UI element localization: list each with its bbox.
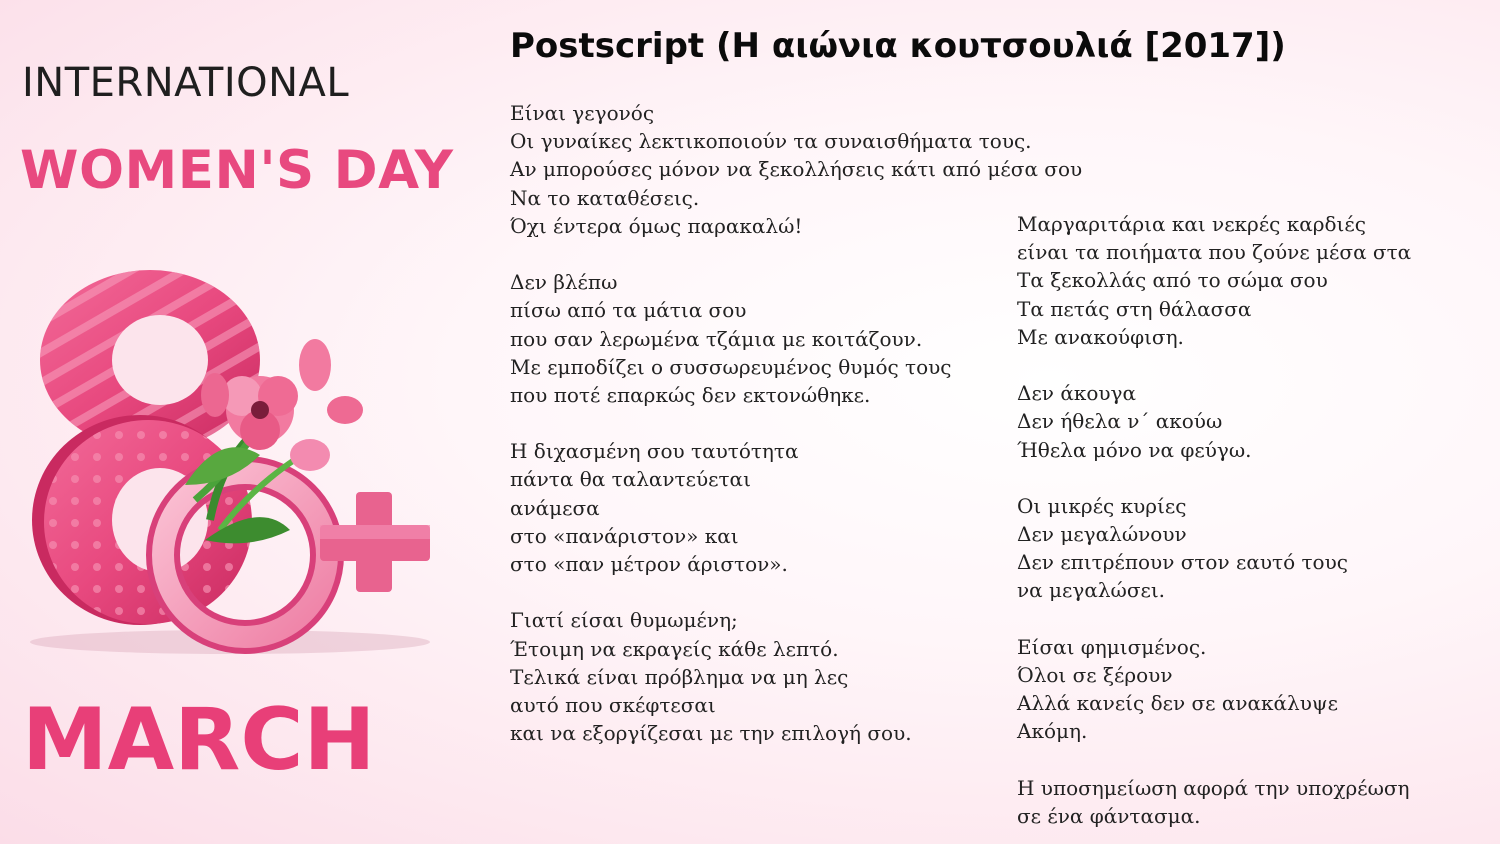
poem-line: Μαργαριτάρια και νεκρές καρδιές (1017, 212, 1366, 236)
poem-line: Γιατί είσαι θυμωμένη; (510, 608, 738, 633)
poem-line: πάντα θα ταλαντεύεται (510, 467, 751, 492)
poem-line (510, 240, 1082, 268)
poem-line (1017, 746, 1411, 774)
poem-line: σε ένα φάντασμα. (1017, 803, 1201, 828)
figure-eight-venus-flowers-icon (20, 270, 460, 660)
poem-line: να μεγαλώσει. (1017, 578, 1166, 603)
poem-line (1017, 464, 1411, 492)
poem-line: Τελικά είναι πρόβλημα να μη λες (510, 664, 849, 689)
poem-line: Δεν επιτρέπουν στον εαυτό τους (1017, 550, 1348, 575)
poem-line (510, 409, 1082, 437)
poem-line: Η υποσημείωση αφορά την υποχρέωση (1017, 775, 1410, 800)
poem-line: Είναι γεγονός (510, 101, 655, 125)
poem-line: Όλοι σε ξέρουν (1017, 663, 1173, 687)
poem-line: Οι μικρές κυρίες (1017, 493, 1187, 518)
poem-line: Ακόμη. (1017, 719, 1088, 744)
poem-line: Δεν άκουγα (1017, 381, 1136, 406)
poem-line (1017, 605, 1411, 633)
poem-line: ανάμεσα (510, 495, 600, 520)
poem-column-left (510, 99, 1082, 747)
poem-line: Έτοιμη να εκραγείς κάθε λεπτό. (510, 636, 839, 661)
banner-march: MARCH (22, 690, 376, 790)
poem-line: Δεν ήθελα ν΄ ακούω (1017, 409, 1223, 434)
poem-line: Τα πετάς στη θάλασσα (1017, 296, 1252, 321)
poem-line: Οι γυναίκες λεκτικοποιούν τα συναισθήματα τους. (510, 129, 1032, 154)
poem-line: Με ανακούφιση. (1017, 324, 1184, 349)
poem-line (1017, 351, 1411, 379)
poem-line: Να το καταθέσεις. (510, 185, 700, 210)
poem-line: που σαν λερωμένα τζάμια με κοιτάζουν. (510, 326, 923, 351)
poem-line: Είσαι φημισμένος. (1017, 634, 1207, 659)
poem-line: Η διχασμένη σου ταυτότητα (510, 439, 799, 464)
poem-line: πίσω από τα μάτια σου (510, 298, 747, 323)
poem-line: που ποτέ επαρκώς δεν εκτονώθηκε. (510, 382, 871, 407)
poem-line: αυτό που σκέφτεσαι (510, 692, 716, 717)
poem-line: και να εξοργίζεσαι με την επιλογή σου. (510, 721, 912, 746)
poem-line: Αλλά κανείς δεν σε ανακάλυψε (1017, 691, 1338, 716)
poem-line: Αν μπορούσες μόνον να ξεκολλήσεις κάτι από μέσα σου (510, 157, 1083, 182)
banner-womens-day: WOMEN'S DAY (20, 140, 454, 201)
womens-day-banner (0, 0, 500, 844)
poem-line: Ήθελα μόνο να φεύγω. (1017, 437, 1252, 462)
poem-title: Postscript (Η αιώνια κουτσουλιά [2017]) (510, 26, 1286, 66)
poem-line: Δεν μεγαλώνουν (1017, 522, 1187, 547)
poem-line: Με εμποδίζει ο συσσωρευμένος θυμός τους (510, 354, 952, 379)
poem-line: Όχι έντερα όμως παρακαλώ! (510, 213, 803, 238)
poem-line: στο «παν μέτρον άριστον». (510, 552, 788, 576)
poem-line: στο «πανάριστον» και (510, 523, 739, 548)
poem-column-right (1017, 210, 1411, 830)
poem-line: είναι τα ποιήματα που ζούνε μέσα στα (1017, 240, 1412, 265)
poem-line: Δεν βλέπω (510, 270, 618, 295)
poem-line: Τα ξεκολλάς από το σώμα σου (1017, 268, 1328, 293)
banner-international: INTERNATIONAL (22, 60, 350, 106)
poem-line (510, 578, 1082, 606)
